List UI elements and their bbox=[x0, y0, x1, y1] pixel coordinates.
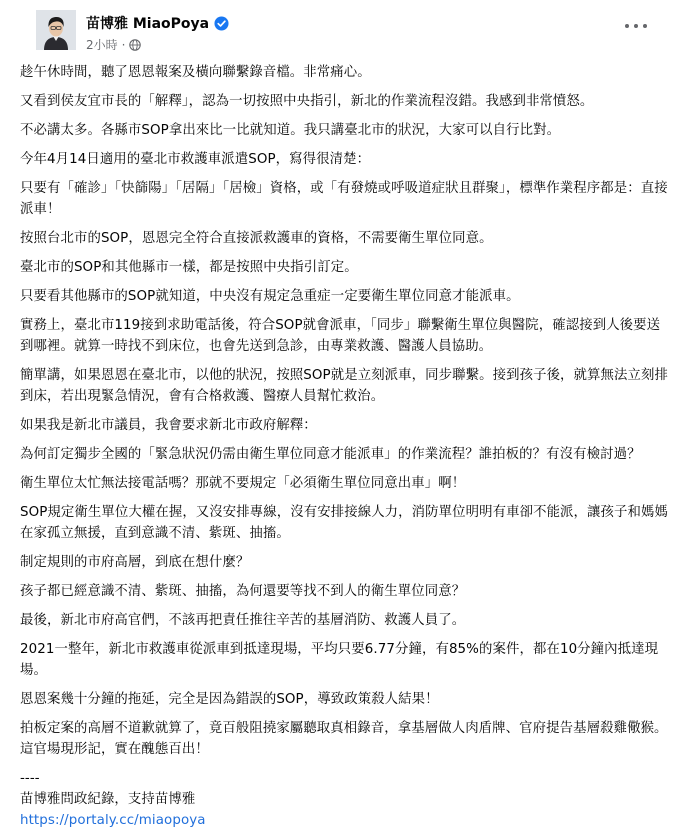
post-paragraph: 只要看其他縣市的SOP就知道，中央沒有規定急重症一定要衛生單位同意才能派車。 bbox=[20, 289, 520, 304]
post-paragraph: 簡單講，如果恩恩在臺北市，以他的狀況，按照SOP就是立刻派車，同步聯繫。接到孩子後，就算無法立刻排到床，若出現緊急情況，會有合格救護、醫療人員幫忙救治。 bbox=[20, 368, 668, 404]
post-body bbox=[20, 62, 670, 831]
post-paragraph: 孩子都已經意識不清、紫斑、抽搐，為何還要等找不到人的衛生單位同意？ bbox=[20, 584, 466, 599]
post-paragraph: 實務上，臺北市119接到求助電話後，符合SOP就會派車，「同步」聯繫衛生單位與醫院，確認接到人後要送到哪裡。就算一時找不到床位，也會先送到急診，由專業救護、醫護人員協助。 bbox=[20, 318, 661, 354]
post-paragraph: 臺北市的SOP和其他縣市一樣，都是按照中央指引訂定。 bbox=[20, 260, 358, 275]
signature-line: 苗博雅問政紀錄，支持苗博雅 bbox=[20, 792, 196, 807]
post-paragraph: 如果我是新北市議員，我會要求新北市政府解釋： bbox=[20, 418, 317, 433]
avatar-image bbox=[36, 10, 76, 50]
post-meta bbox=[86, 36, 141, 53]
author-name[interactable]: 苗博雅 MiaoPoya bbox=[86, 16, 210, 32]
signature-link-row bbox=[20, 810, 670, 831]
verified-badge-icon bbox=[214, 16, 229, 31]
more-dot bbox=[625, 24, 629, 28]
meta-separator: · bbox=[121, 37, 126, 52]
post-paragraph: 最後，新北市府高官們，不該再把責任推往辛苦的基層消防、救護人員了。 bbox=[20, 613, 466, 628]
post-paragraph: 為何訂定獨步全國的「緊急狀況仍需由衛生單位同意才能派車」的作業流程？誰拍板的？有沒有檢討過？ bbox=[20, 447, 641, 462]
post-header bbox=[18, 0, 671, 62]
post-timestamp[interactable]: 2小時 bbox=[86, 38, 118, 52]
more-options-icon[interactable] bbox=[625, 22, 647, 30]
signature-divider: ---- bbox=[20, 771, 40, 786]
post-paragraph: 又看到侯友宜市長的「解釋」，認為一切按照中央指引，新北的作業流程沒錯。我感到非常憤怒。 bbox=[20, 94, 594, 109]
more-dot bbox=[643, 24, 647, 28]
author-line bbox=[86, 13, 229, 33]
post-paragraph: 今年4月14日適用的臺北市救護車派遣SOP，寫得很清楚： bbox=[20, 152, 371, 167]
post-paragraph: 趁午休時間，聽了恩恩報案及橫向聯繫錄音檔。非常痛心。 bbox=[20, 65, 371, 80]
post-paragraph: 衛生單位太忙無法接電話嗎？那就不要規定「必須衛生單位同意出車」啊！ bbox=[20, 476, 466, 491]
post-paragraph: 制定規則的市府高層，到底在想什麼？ bbox=[20, 555, 250, 570]
more-dot bbox=[634, 24, 638, 28]
globe-icon[interactable] bbox=[129, 39, 141, 51]
post-paragraph: 不必講太多。各縣市SOP拿出來比一比就知道。我只講臺北市的狀況，大家可以自行比對。 bbox=[20, 123, 561, 138]
post-paragraph: 拍板定案的高層不道歉就算了，竟百般阻撓家屬聽取真相錄音，拿基層做人肉盾牌、官府提告基層殺雞儆猴。這官場現形記，實在醜態百出！ bbox=[20, 721, 668, 757]
post-paragraph: 只要有「確診」「快篩陽」「居隔」「居檢」資格，或「有發燒或呼吸道症狀且群聚」，標準作業程序都是：直接派車！ bbox=[20, 181, 668, 217]
post-paragraph: 2021一整年，新北市救護車從派車到抵達現場，平均只要6.77分鐘，有85%的案件，都在10分鐘內抵達現場。 bbox=[20, 642, 659, 678]
signature-link[interactable]: https://portaly.cc/miaopoya bbox=[20, 813, 206, 828]
avatar[interactable] bbox=[36, 10, 76, 50]
post-paragraph: 按照台北市的SOP，恩恩完全符合直接派救護車的資格，不需要衛生單位同意。 bbox=[20, 231, 493, 246]
post-paragraph: SOP規定衛生單位大權在握，又沒安排專線，沒有安排接線人力，消防單位明明有車卻不能派，讓孩子和媽媽在家孤立無援，直到意識不清、紫斑、抽搐。 bbox=[20, 505, 668, 541]
post-paragraph: 恩恩案幾十分鐘的拖延，完全是因為錯誤的SOP，導致政策殺人結果！ bbox=[20, 692, 439, 707]
